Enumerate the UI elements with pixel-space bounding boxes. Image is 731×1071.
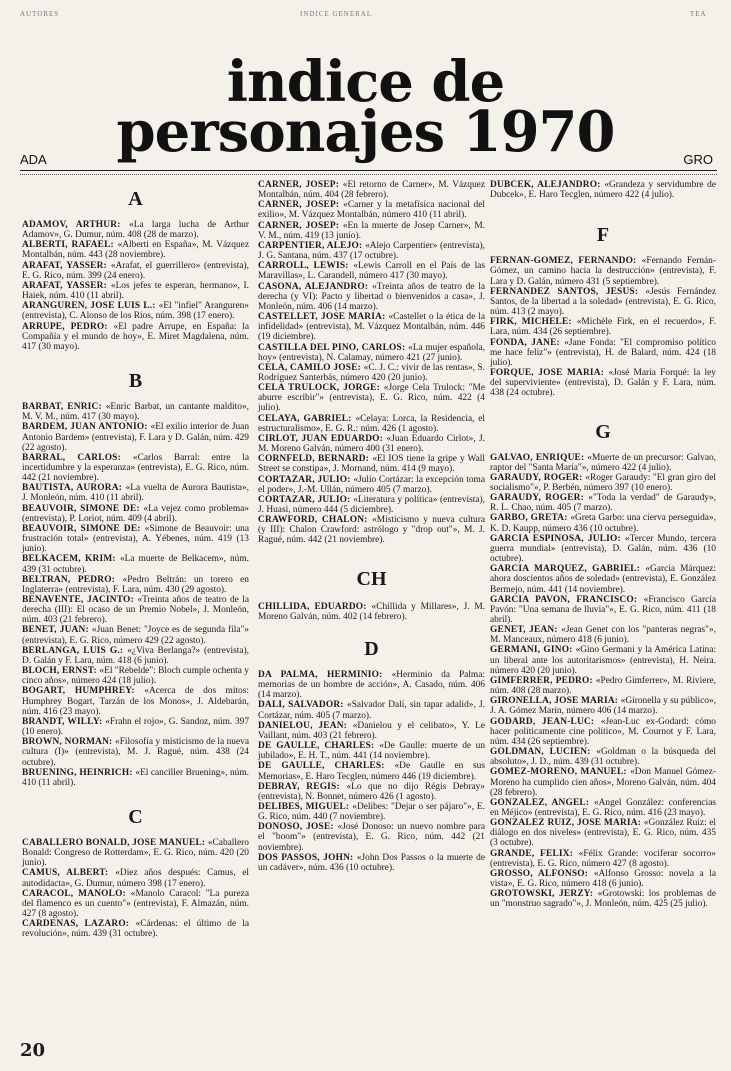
entry-name: CARNER, JOSEP: <box>258 180 343 190</box>
index-entry <box>22 301 249 321</box>
entry-reference: «Herminio da Palma: memorias de un hombre de acción», A. Casado, núm. 406 (14 marzo). <box>258 669 485 701</box>
running-head-left: ADA <box>20 152 47 167</box>
entry-reference: «Chillida y Millares», J. M. Moreno Galván, núm. 402 (14 febrero). <box>258 601 486 622</box>
entry-name: CAMUS, ALBERT: <box>22 868 116 879</box>
entry-name: BEAUVOIR, SIMONE DE: <box>22 503 144 514</box>
index-entry <box>258 180 485 200</box>
section-g <box>490 399 716 910</box>
index-entry <box>490 645 716 675</box>
index-entry <box>22 595 249 625</box>
entry-reference: «El exilio interior de Juan Antonio Bardem» (entrevista), F. Lara y D. Galán, núm. 429 (22 agosto). <box>22 422 250 453</box>
section-d-part2 <box>490 180 716 200</box>
index-entry <box>258 261 485 281</box>
index-entry <box>490 338 716 368</box>
entry-reference: «Gironella y su público», J. A. Gómez Marín, número 406 (14 marzo). <box>490 696 716 717</box>
entry-name: CARPENTIER, ALEJO: <box>258 240 366 251</box>
index-entry <box>490 493 716 513</box>
entry-reference: «Goldman o la búsqueda del absoluto», J. D., núm. 439 (31 octubre). <box>490 747 716 768</box>
entry-name: GROTOWSKI, JERZY: <box>490 889 598 900</box>
section-letter-a: A <box>128 188 143 210</box>
section-letter-d: D <box>364 637 379 660</box>
entry-reference: «El IOS tiene la gripe y Wall Street se constipa», J. Mornand, núm. 414 (9 mayo). <box>258 454 486 475</box>
entry-reference: «Jean-Luc ex-Godard: cómo hacer políticamente cine político», M. Cournot y F. Lara, núm. 434 (26 septiembre). <box>490 716 716 747</box>
entry-reference: «Misticismo y nueva cultura (y III): Chalon Crawford: astrólogo y "drop out"», M. J. Ragué, núm. 442 (21 noviembre). <box>258 515 485 546</box>
index-entry <box>258 515 485 545</box>
entry-name: GOMEZ-MORENO, MANUEL: <box>490 767 631 778</box>
entry-reference: «Juan Eduardo Cirlot», J. M. Moreno Galván, número 400 (31 enero). <box>258 433 485 455</box>
entry-name: CORTAZAR, JULIO: <box>258 474 354 485</box>
entry-reference: «Alfonso Grosso: novela a la vista», E. G. Rico, número 418 (6 junio). <box>490 868 717 890</box>
entry-reference: «Jesús Fernández Santos, de la libertad a la soledad» (entrevista), E. G. Rico, núm. 413 (2 mayo). <box>490 286 716 318</box>
entry-reference: «Pedro Gimferrer», M. Riviere, núm. 408 (28 marzo). <box>490 675 717 697</box>
page-title-line2: personajes 1970 <box>116 99 615 165</box>
entry-name: GOLDMAN, LUCIEN: <box>490 747 597 758</box>
index-entry <box>258 761 485 781</box>
entry-reference: «Roger Garaudy: "El gran giro del socialismo"», P. Berbén, número 397 (10 enero). <box>490 472 716 493</box>
entry-reference: «Julio Cortázar: la excepción toma el poder», J.-M. Ullán, número 405 (7 marzo). <box>258 474 486 495</box>
entry-name: GIRONELLA, JOSE MARIA: <box>490 696 621 707</box>
entry-reference: «C. J. C.: vivir de las rentas», S. Rodríguez Santerbás, número 420 (20 junio). <box>258 362 486 383</box>
index-entry <box>22 422 249 452</box>
entry-reference: «Jane Fonda: "El compromiso político me hace feliz"» (entrevista), H. de Balard, núm. 424 (18 julio). <box>490 337 716 368</box>
entry-reference: «Fernando Fernán-Gómez, un camino hacia la destrucción» (entrevista), F. Lara y D. Galán, número 431 (5 septiembre). <box>490 256 716 287</box>
index-entry <box>258 495 485 515</box>
index-entry <box>258 363 485 383</box>
entry-reference: «García Márquez: ahora doscientos años de soledad» (entrevista), E. González Bermejo, núm. 441 (14 noviembre). <box>490 564 716 595</box>
entry-reference: «Tercer Mundo, tercera guerra mundial» (entrevista), D. Galán, núm. 436 (10 octubre). <box>490 533 716 565</box>
bleed-through-left: AUTORES <box>20 10 60 18</box>
entry-name: FIRK, MICHELE: <box>490 317 577 328</box>
entry-reference: «Literatura y política» (entrevista), J. Huasi, número 444 (5 diciembre). <box>258 494 485 515</box>
index-entry <box>490 453 716 473</box>
entry-reference: «Caballero Bonald: Congreso de Rotterdam», E. G. Rico, núm. 420 (20 junio). <box>22 837 249 869</box>
entry-reference: «Grotowski: los problemas de un "monstruo sagrado"», J. Monleón, núm. 425 (25 julio). <box>490 889 717 910</box>
entry-reference: «La vuelta de Aurora Bautista», J. Monleón, núm. 410 (11 abril). <box>22 483 249 504</box>
entry-reference: «De Gaulle: muerte de un jubilado», E. H. T., núm. 441 (14 noviembre). <box>258 741 486 762</box>
section-f <box>490 200 716 398</box>
index-entry <box>258 200 485 220</box>
index-entry <box>22 402 249 422</box>
entry-reference: «La muerte de Belkacem», núm. 439 (31 octubre). <box>22 554 249 575</box>
section-letter-f: F <box>596 224 610 247</box>
entry-name: ARAFAT, YASSER: <box>22 280 111 291</box>
entry-name: DANIELOU, JEAN: <box>258 720 353 731</box>
entry-name: CRAWFORD, CHALON: <box>258 515 373 526</box>
index-entry <box>258 700 485 720</box>
section-d-part1 <box>258 622 485 873</box>
index-entry <box>490 869 716 889</box>
entry-reference: «González Ruiz: el diálogo en dos niveles» (entrevista), E. G. Rico, núm. 435 (3 octubre). <box>490 818 716 849</box>
index-entry <box>22 483 249 503</box>
entry-reference: «Félix Grande: vociferar socorro» (entrevista), E. G. Rico, número 427 (8 agosto). <box>490 848 716 869</box>
entry-reference: «Alejo Carpentier» (entrevista), J. G. Santana, núm. 437 (17 octubre). <box>258 240 485 262</box>
entry-reference: «Salvador Dalí, sin tapar adalid», J. Cortázar, núm. 405 (7 marzo). <box>258 700 485 721</box>
entry-name: GENET, JEAN: <box>490 625 562 636</box>
entry-name: BELKACEM, KRIM: <box>22 554 120 565</box>
index-entry <box>22 889 249 919</box>
entry-reference: «Treinta años de teatro de la derecha (III): El ocaso de un Premio Nobel», J. Monleón, núm. 403 (21 febrero). <box>22 595 249 626</box>
entry-name: BERLANGA, LUIS G.: <box>22 645 128 656</box>
entry-reference: «Carlos Barral: entre la incertidumbre y la esperanza» (entrevista), E. G. Rico, núm. 442 (21 noviembre). <box>22 452 249 484</box>
entry-name: GARCIA MARQUEZ, GABRIEL: <box>490 564 646 575</box>
entry-name: GALVAO, ENRIQUE: <box>490 452 588 463</box>
index-entry <box>258 602 485 622</box>
entry-name: BLOCH, ERNST: <box>22 666 100 677</box>
index-entry <box>490 767 716 797</box>
entry-reference: «José Donoso: un nuevo nombre para el "boom"» (entrevista), E. G. Rico, núm. 442 (21 noviembre). <box>258 822 485 853</box>
entry-name: CHILLIDA, EDUARDO: <box>258 601 372 612</box>
index-entry <box>258 721 485 741</box>
entry-name: DOS PASSOS, JOHN: <box>258 852 357 863</box>
entry-reference: «Michèle Firk, en el recuerdo», F. Lara, núm. 434 (26 septiembre). <box>490 317 716 338</box>
index-entry <box>22 322 249 352</box>
index-entry <box>490 798 716 818</box>
index-entry <box>22 868 249 888</box>
entry-reference: «Diez años después: Camus, el autodidacta», G. Dumur, número 398 (17 enero). <box>22 868 249 889</box>
entry-name: CELAYA, GABRIEL: <box>258 413 356 424</box>
entry-name: BENET, JUAN: <box>22 625 92 636</box>
index-column-1 <box>22 180 249 940</box>
index-entry <box>258 312 485 342</box>
index-entry <box>22 838 249 868</box>
entry-name: CASONA, ALEJANDRO: <box>258 281 373 292</box>
entry-reference: «Los jefes te esperan, hermano», I. Haiek, núm. 410 (11 abril). <box>22 280 249 302</box>
header-dotted-rule <box>20 174 717 175</box>
entry-name: CARNER, JOSEP: <box>258 220 343 231</box>
entry-name: BEAUVOIR, SIMONE DE: <box>22 523 145 534</box>
index-entry <box>258 802 485 822</box>
entry-reference: «Filosofía y misticismo de la nueva cultura (I)» (entrevista), M. J. Ragué, núm. 438 (24 octubre). <box>22 737 250 768</box>
entry-name: FERNAN-GOMEZ, FERNANDO: <box>490 256 642 267</box>
index-entry <box>22 919 249 939</box>
entry-name: GONZALEZ RUIZ, JOSE MARIA: <box>490 818 644 829</box>
entry-name: DA PALMA, HERMINIO: <box>258 669 392 680</box>
index-entry <box>22 453 249 483</box>
index-entry <box>22 240 249 260</box>
running-head-right: GRO <box>683 152 713 167</box>
entry-reference: «La mujer española, hoy» (entrevista), N. Calamay, número 421 (27 junio). <box>258 342 485 363</box>
entry-reference: «Frahn el rojo», G. Sandoz, núm. 397 (10 enero). <box>22 716 250 738</box>
index-entry <box>490 564 716 594</box>
entry-name: CASTELLET, JOSE MARIA: <box>258 312 389 323</box>
section-c-part2 <box>258 180 485 546</box>
entry-name: BRUENING, HEINRICH: <box>22 767 136 778</box>
index-entry <box>490 747 716 767</box>
index-entry <box>490 256 716 286</box>
index-entry <box>258 670 485 700</box>
index-entry <box>22 646 249 666</box>
entry-name: ARANGUREN, JOSE LUIS L.: <box>22 301 159 312</box>
entry-reference: «John Dos Passos o la muerte de un cadáver», núm. 436 (10 octubre). <box>258 852 485 873</box>
entry-reference: «Don Manuel Gómez-Moreno ha cumplido cien años», Moreno Galván, núm. 404 (28 febrero). <box>490 767 716 798</box>
index-column-3 <box>490 180 716 910</box>
index-entry <box>490 534 716 564</box>
entry-name: CORNFELD, BERNARD: <box>258 454 373 465</box>
entry-name: GARCIA ESPINOSA, JULIO: <box>490 533 625 544</box>
header-rule <box>20 170 717 171</box>
page-number: 20 <box>20 1040 46 1061</box>
entry-reference: «Enric Barbat, un cantante maldito», M. V. M., núm. 417 (30 mayo). <box>22 402 249 423</box>
entry-reference: «Pedro Beltrán: un torero en Inglaterra» (entrevista), F. Lara, núm. 430 (29 agosto). <box>22 574 249 595</box>
entry-reference: «El "Rebelde": Bloch cumple ochenta y cinco años», número 424 (18 julio). <box>22 666 249 687</box>
entry-reference: «Treinta años de teatro de la derecha (y VI): Pacto y libertad o bienvenidos a casa», J. Monleón, núm. 406 (14 marzo). <box>258 281 485 312</box>
entry-name: DALI, SALVADOR: <box>258 700 347 711</box>
section-letter-b: B <box>128 370 143 393</box>
entry-name: CARNER, JOSEP: <box>258 200 344 211</box>
entry-name: DE GAULLE, CHARLES: <box>258 741 380 752</box>
entry-reference: «Delibes: "Dejar o ser pájaro"», E. G. Rico, núm. 440 (7 noviembre). <box>258 801 485 823</box>
index-entry <box>22 504 249 524</box>
entry-name: GARBO, GRETA: <box>490 513 571 524</box>
entry-name: GIMFERRER, PEDRO: <box>490 675 596 686</box>
entry-name: CARDENAS, LAZARO: <box>22 919 136 930</box>
entry-name: GARCIA PAVON, FRANCISCO: <box>490 594 644 605</box>
entry-name: GONZALEZ, ANGEL: <box>490 797 594 808</box>
entry-reference: «Juan Benet: "Joyce es de segunda fila"» (entrevista), E. G. Rico, número 429 (22 agosto). <box>22 625 249 646</box>
entry-name: CARROLL, LEWIS: <box>258 261 354 272</box>
entry-reference: «La larga lucha de Arthur Adamov», G. Dumur, núm. 408 (28 de marzo). <box>22 220 249 241</box>
entry-name: ALBERTI, RAFAEL: <box>22 240 118 251</box>
entry-reference: «El padre Arrupe, en España: la Compañía y el mundo de hoy», E. Miret Magdalena, núm. 417 (30 mayo). <box>22 321 249 352</box>
entry-reference: «¿Viva Berlanga?» (entrevista), D. Galán y F. Lara, núm. 418 (6 junio). <box>22 645 249 666</box>
index-entry <box>490 849 716 869</box>
index-entry <box>258 454 485 474</box>
index-entry <box>258 434 485 454</box>
index-entry <box>22 717 249 737</box>
index-entry <box>258 282 485 312</box>
entry-reference: «El retorno de Carner», M. Vázquez Montalbán, núm. 404 (28 febrero). <box>258 180 486 201</box>
entry-reference: «Gino Germani y la América Latina: un liberal ante los autoritarismos» (entrevista), H. Neira. número 420 (20 junio). <box>490 645 716 676</box>
index-entry <box>490 818 716 848</box>
index-entry <box>258 414 485 434</box>
entry-name: GARAUDY, ROGER: <box>490 472 586 483</box>
entry-name: BRANDT, WILLY: <box>22 716 106 727</box>
entry-reference: «Alberti en España», M. Vázquez Montalbán, núm. 443 (28 noviembre). <box>22 240 249 261</box>
entry-name: GROSSO, ALFONSO: <box>490 868 594 879</box>
entry-reference: «Lo que no dijo Régis Debray» (entrevista), N. Bonnet, número 426 (1 agosto). <box>258 781 485 802</box>
index-entry <box>22 737 249 767</box>
entry-reference: «Cárdenas: el último de la revolución», núm. 439 (31 octubre). <box>22 919 249 940</box>
index-entry <box>258 782 485 802</box>
entry-name: DE GAULLE, CHARLES: <box>258 761 395 772</box>
entry-name: ADAMOV, ARTHUR: <box>22 220 130 230</box>
entry-name: GARAUDY, ROGER: <box>490 493 589 504</box>
section-letter-ch: CH <box>356 567 387 590</box>
index-entry <box>490 696 716 716</box>
entry-reference: «Muerte de un precursor: Galvao, raptor del "Santa María"», número 422 (4 julio). <box>490 452 717 473</box>
entry-reference: «El canciller Bruening», núm. 410 (11 abril). <box>22 767 249 788</box>
index-entry <box>22 768 249 788</box>
entry-reference: «Celaya: Lorca, la Residencia, el estructuralismo», E. G. R.: núm. 426 (1 agosto). <box>258 413 485 434</box>
entry-name: DEBRAY, REGIS: <box>258 781 347 792</box>
entry-reference: «Jean Genet con los "panteras negras"», M. Manceaux, número 418 (6 junio). <box>490 625 717 646</box>
entry-name: FONDA, JANE: <box>490 337 565 348</box>
bleed-through-mid: INDICE GENERAL <box>300 10 373 18</box>
entry-name: CASTILLA DEL PINO, CARLOS: <box>258 342 409 353</box>
index-entry <box>490 513 716 533</box>
entry-name: CELA TRULOCK, JORGE: <box>258 383 384 394</box>
entry-reference: «El "infiel" Aranguren» (entrevista), C. Alonso de los Ríos, núm. 398 (17 enero). <box>22 301 249 322</box>
index-entry <box>22 686 249 716</box>
entry-name: BARRAL, CARLOS: <box>22 452 133 463</box>
index-entry <box>22 261 249 281</box>
entry-name: CABALLERO BONALD, JOSE MANUEL: <box>22 837 208 848</box>
entry-reference: «Grandeza y servidumbre de Dubcek», E. Haro Tecglen, número 422 (4 julio). <box>490 180 717 201</box>
index-entry <box>258 241 485 261</box>
entry-reference: «Acerca de dos mitos: Humphrey Bogart, Tarzán de los Monos», J. Aldebarán, núm. 416 (23 mayo). <box>22 686 249 717</box>
entry-reference: «Greta Garbo: una cierva perseguida», K. D. Kaupp, número 436 (10 octubre). <box>490 513 716 534</box>
index-entry <box>490 368 716 398</box>
index-entry <box>490 625 716 645</box>
index-entry <box>258 383 485 413</box>
entry-reference: «De Gaulle en sus Memorias», E. Haro Tecglen, número 446 (19 diciembre). <box>258 761 485 782</box>
entry-reference: «En la muerte de Josep Carner», M. V. M., núm. 419 (13 junio). <box>258 220 485 241</box>
index-entry <box>490 317 716 337</box>
entry-reference: «Angel González: conferencias en Méjico» (entrevista), E. G. Rico, núm. 416 (23 mayo). <box>490 797 717 818</box>
entry-name: GERMANI, GINO: <box>490 645 576 656</box>
section-ch <box>258 546 485 622</box>
entry-reference: «Simone de Beauvoir: una frustración total» (entrevista), A. Yébenes, núm. 419 (13 junio). <box>22 523 249 555</box>
index-entry <box>490 180 716 200</box>
section-a <box>22 180 249 352</box>
entry-reference: «"Toda la verdad" de Garaudy», R. L. Chao, núm. 405 (7 marzo). <box>490 493 716 514</box>
index-entry <box>490 473 716 493</box>
entry-name: DELIBES, MIGUEL: <box>258 801 353 812</box>
page-title-line1: indice de <box>226 49 505 115</box>
section-c-part1 <box>22 788 249 940</box>
entry-name: FERNANDEZ SANTOS, JESUS: <box>490 286 646 297</box>
index-entry <box>22 281 249 301</box>
index-entry <box>258 475 485 495</box>
index-column-2 <box>258 180 485 873</box>
entry-name: CARACOL, MANOLO: <box>22 888 131 899</box>
entry-name: BENAVENTE, JACINTO: <box>22 595 138 605</box>
index-entry <box>258 853 485 873</box>
index-entry <box>22 666 249 686</box>
entry-name: CORTAZAR, JULIO: <box>258 494 354 505</box>
entry-name: ARRUPE, PEDRO: <box>22 321 114 332</box>
entry-reference: «La vejez como problema» (entrevista), P. Loriot, núm. 409 (4 abril). <box>22 503 249 524</box>
bleed-through-right: TEA <box>690 10 707 18</box>
entry-reference: «Francisco García Pavón: "Una semana de lluvia"», E. G. Rico, núm. 411 (18 abril). <box>490 594 716 625</box>
entry-reference: «Arafat, el guerrillero» (entrevista), E. G. Rico, núm. 399 (24 enero). <box>22 260 249 281</box>
entry-reference: «Danielou y el celibato», Y. Le Vaillant, núm. 403 (21 febrero). <box>258 720 485 741</box>
entry-name: DONOSO, JOSE: <box>258 822 338 833</box>
index-entry <box>22 575 249 595</box>
index-entry <box>22 524 249 554</box>
index-entry <box>490 889 716 909</box>
entry-name: ARAFAT, YASSER: <box>22 260 111 271</box>
index-entry <box>258 741 485 761</box>
entry-reference: «Lewis Carroll en el País de las Maravillas», L. Carandell, número 417 (30 mayo). <box>258 261 485 282</box>
section-b <box>22 352 249 788</box>
entry-name: BAUTISTA, AURORA: <box>22 483 126 494</box>
entry-name: CELA, CAMILO JOSE: <box>258 362 364 373</box>
entry-name: FORQUE, JOSE MARIA: <box>490 368 609 379</box>
index-entry <box>22 625 249 645</box>
entry-name: BARBAT, ENRIC: <box>22 402 106 413</box>
entry-name: BARDEM, JUAN ANTONIO: <box>22 422 151 433</box>
index-entry <box>258 822 485 852</box>
index-entry <box>490 676 716 696</box>
index-entry <box>490 287 716 317</box>
entry-name: BROWN, NORMAN: <box>22 737 116 748</box>
section-letter-c: C <box>128 805 143 828</box>
index-entry <box>258 343 485 363</box>
entry-name: CIRLOT, JUAN EDUARDO: <box>258 433 387 444</box>
entry-name: GODARD, JEAN-LUC: <box>490 716 601 727</box>
index-entry <box>258 221 485 241</box>
entry-reference: «Carner y la metafísica nacional del exilio», M. Vázquez Montalbán, número 410 (11 abril). <box>258 200 485 221</box>
index-entry <box>490 595 716 625</box>
section-letter-g: G <box>595 420 611 443</box>
entry-reference: «Manolo Caracol: "La pureza del flamenco es un cuento"» (entrevista), F. Almazán, núm. 427 (8 agosto). <box>22 888 249 920</box>
index-entry <box>22 220 249 240</box>
index-entry <box>22 554 249 574</box>
entry-name: BOGART, HUMPHREY: <box>22 686 145 697</box>
entry-reference: «Castellet o la ética de la infidelidad» (entrevista), M. Vázquez Montalbán, núm. 446 (19 diciembre). <box>258 312 485 343</box>
entry-name: DUBCEK, ALEJANDRO: <box>490 180 605 190</box>
entry-reference: «Jorge Cela Trulock: "Me aburre escribir"» (entrevista), E. G. Rico, núm. 422 (4 julio). <box>258 383 485 414</box>
index-entry <box>490 717 716 747</box>
entry-name: BELTRAN, PEDRO: <box>22 574 123 585</box>
entry-name: GRANDE, FELIX: <box>490 848 579 859</box>
entry-reference: «José María Forqué: la ley del superviviente» (entrevista), D. Galán y F. Lara, núm. 438 (24 octubre). <box>490 368 716 399</box>
